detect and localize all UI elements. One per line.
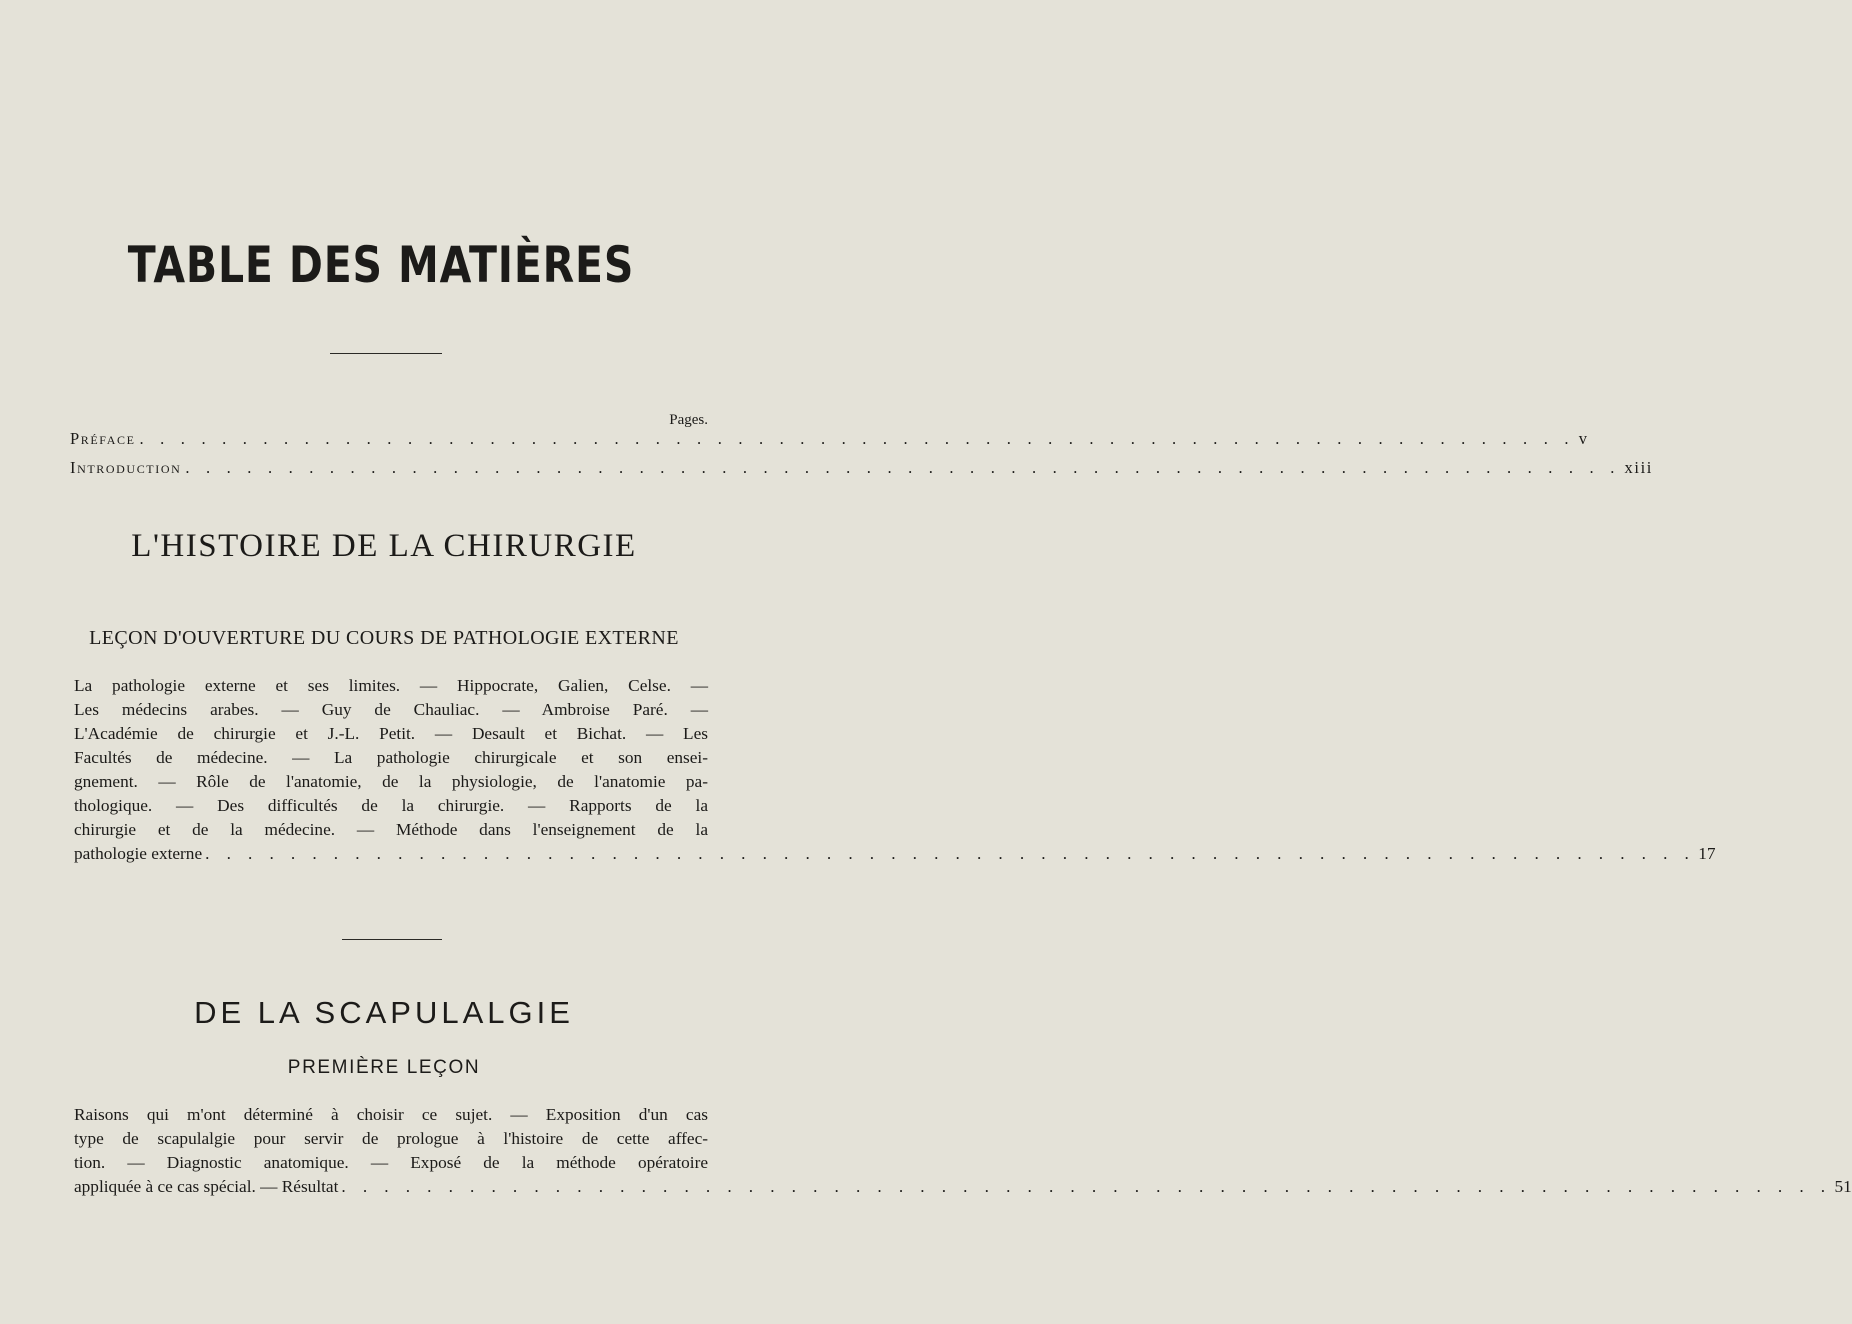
pages-column-heading: Pages. (669, 412, 708, 428)
section-title: L'HISTOIRE DE LA CHIRURGIE (131, 528, 637, 564)
toc-entry (74, 674, 1716, 866)
entry-line: Raisons qui m'ont déterminé à choisir ce sujet. — Exposition d'un cas (74, 1105, 708, 1124)
toc-row-introduction (70, 458, 1653, 478)
entry-line-end: appliquée à ce cas spécial. — Résultat (74, 1177, 339, 1196)
toc-label: Préface (70, 429, 136, 448)
leader-dots: . . . . . . . . . . . . . . . . . . . . . . . . . . . . . . . . . . . . . . . . . . . . . . . . . . . . . . . . . . . . . . . . . . . . . . (139, 429, 1575, 448)
entry-line: gnement. — Rôle de l'anatomie, de la physiologie, de l'anatomie pa- (74, 772, 708, 791)
page-number: 17 (1698, 844, 1716, 863)
entry-line: thologique. — Des difficultés de la chirurgie. — Rapports de la (74, 796, 708, 815)
toc-label: Introduction (70, 458, 182, 477)
entry-line-end: pathologie externe (74, 844, 203, 863)
entry-last-line (74, 842, 1716, 866)
page-number: xiii (1624, 458, 1653, 477)
page-number: v (1578, 429, 1589, 448)
leader-dots: . . . . . . . . . . . . . . . . . . . . . . . . . . . . . . . . . . . . . . . . . . . . . . . . . . . . . . . . . . . . . . . . . . . . . . (185, 458, 1621, 477)
entry-line: type de scapulalgie pour servir de prologue à l'histoire de cette affec- (74, 1129, 708, 1148)
entry-line: La pathologie externe et ses limites. — Hippocrate, Galien, Celse. — (74, 676, 708, 695)
toc-entry (74, 1103, 1852, 1199)
section-subtitle: PREMIÈRE LEÇON (287, 1057, 481, 1078)
section-title: DE LA SCAPULALGIE (194, 995, 574, 1030)
toc-row-preface (70, 429, 1589, 449)
entry-line: L'Académie de chirurgie et J.-L. Petit. — Desault et Bichat. — Les (74, 724, 708, 743)
section-subtitle: LEÇON D'OUVERTURE DU COURS DE PATHOLOGIE EXTERNE (89, 627, 679, 649)
leader-dots: . . . . . . . . . . . . . . . . . . . . . . . . . . . . . . . . . . . . . . . . . . . . . . . . . . . . . . . . . . . . . . . . . . . . . . (341, 1177, 1832, 1196)
leader-dots: . . . . . . . . . . . . . . . . . . . . . . . . . . . . . . . . . . . . . . . . . . . . . . . . . . . . . . . . . . . . . . . . . . . . . . (205, 844, 1696, 863)
title-divider (330, 353, 442, 354)
entry-line: Les médecins arabes. — Guy de Chauliac. — Ambroise Paré. — (74, 700, 708, 719)
entry-line: chirurgie et de la médecine. — Méthode dans l'enseignement de la (74, 820, 708, 839)
entry-last-line (74, 1175, 1852, 1199)
section-divider (342, 939, 442, 940)
page-title: TABLE DES MATIÈRES (127, 236, 635, 294)
entry-line: Facultés de médecine. — La pathologie chirurgicale et son ensei- (74, 748, 708, 767)
page-number: 51 (1834, 1177, 1852, 1196)
entry-line: tion. — Diagnostic anatomique. — Exposé de la méthode opératoire (74, 1153, 708, 1172)
